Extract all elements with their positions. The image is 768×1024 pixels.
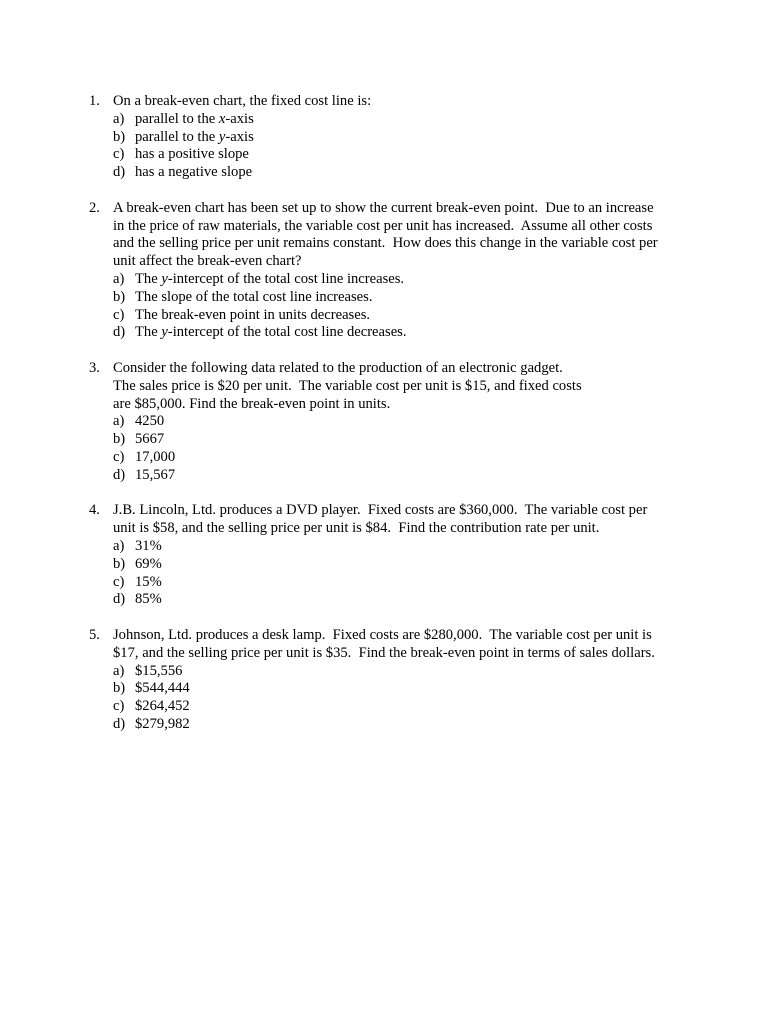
answer-choice (113, 574, 679, 592)
choice-text (135, 680, 190, 698)
choice-text-end: -axis (225, 110, 254, 127)
answer-choice (113, 680, 679, 698)
choice-text (135, 467, 175, 485)
question-number: 5. (89, 626, 100, 643)
choice-text-start: The break-even point in units decreases. (135, 306, 371, 323)
choice-letter: b) (113, 288, 126, 305)
choice-text (135, 431, 164, 449)
question-item (89, 360, 689, 485)
choice-letter: a) (113, 110, 125, 127)
answer-choice (113, 449, 679, 467)
choice-text (135, 164, 252, 182)
answer-choice (113, 556, 679, 574)
choice-variable: y (218, 128, 226, 145)
question-text-line: are $85,000. Find the break-even point in units. (113, 395, 391, 412)
question-text-line: The sales price is $20 per unit. The variable cost per unit is $15, and fixed costs (113, 377, 582, 394)
answer-choice (113, 307, 679, 325)
choice-letter: c) (113, 306, 125, 323)
choice-text-start: The (135, 270, 162, 287)
answer-choice (113, 591, 679, 609)
question-body (113, 200, 679, 342)
choice-text-start: 85% (135, 591, 162, 608)
choice-text-start: $15,556 (135, 662, 183, 679)
choice-letter: d) (113, 324, 126, 341)
choice-text-start: 15% (135, 573, 162, 590)
choice-text-start: 4250 (135, 413, 165, 430)
choice-text (135, 307, 370, 325)
choice-letter: b) (113, 555, 126, 572)
choice-text-start: has a positive slope (135, 146, 249, 163)
choice-text (135, 324, 407, 342)
question-spacer (89, 609, 689, 627)
choice-text (135, 271, 404, 289)
choice-letter: c) (113, 573, 125, 590)
answer-choice (113, 698, 679, 716)
question-text-line: Consider the following data related to the production of an electronic gadget. (113, 359, 563, 376)
question-text-line: unit affect the break-even chart? (113, 253, 302, 270)
choice-variable: y (161, 324, 168, 341)
question-text-line: in the price of raw materials, the variable cost per unit has increased. Assume all other costs (113, 217, 653, 234)
choice-letter: d) (113, 715, 126, 732)
choice-letter: a) (113, 662, 125, 679)
choice-text-start: The slope of the total cost line increases. (135, 288, 373, 305)
answer-choice (113, 716, 679, 734)
choice-text-start: has a negative slope (135, 164, 253, 181)
choice-letter: d) (113, 164, 126, 181)
choice-text (135, 591, 162, 609)
choice-letter: a) (113, 270, 125, 287)
choice-text-end: -intercept of the total cost line decreases. (167, 324, 407, 341)
choice-text (135, 574, 162, 592)
choice-letter: c) (113, 448, 125, 465)
answer-choice (113, 289, 679, 307)
question-text-line: unit is $58, and the selling price per unit is $84. Find the contribution rate per unit. (113, 520, 600, 537)
question-item (89, 93, 689, 182)
choice-text-start: $544,444 (135, 680, 190, 697)
choice-letter: b) (113, 680, 126, 697)
choice-text (135, 146, 249, 164)
choice-text-end: -intercept of the total cost line increases. (167, 270, 405, 287)
question-spacer (89, 182, 689, 200)
choice-letter: c) (113, 698, 125, 715)
question-item (89, 627, 689, 734)
answer-choice (113, 663, 679, 681)
choice-text-start: 17,000 (135, 448, 176, 465)
choice-text-start: $264,452 (135, 698, 190, 715)
question-text-line: and the selling price per unit remains constant. How does this change in the variable cost per (113, 235, 658, 252)
choice-text (135, 538, 162, 556)
choice-text (135, 716, 190, 734)
choice-letter: b) (113, 128, 126, 145)
question-text-line: Johnson, Ltd. produces a desk lamp. Fixed costs are $280,000. The variable cost per unit is (113, 626, 652, 643)
choice-text-end: -axis (225, 128, 254, 145)
answer-choice (113, 413, 679, 431)
choice-letter: a) (113, 413, 125, 430)
choice-letter: c) (113, 146, 125, 163)
choice-text-start: 69% (135, 555, 162, 572)
choice-text-start: 5667 (135, 431, 165, 448)
choice-text (135, 449, 175, 467)
question-number: 2. (89, 199, 100, 216)
question-body (113, 627, 679, 734)
choice-text (135, 289, 372, 307)
question-number: 1. (89, 93, 100, 109)
answer-choice (113, 164, 679, 182)
question-number: 4. (89, 502, 100, 519)
choice-letter: d) (113, 466, 126, 483)
choice-text (135, 413, 164, 431)
choice-variable: x (218, 110, 226, 127)
answer-choice (113, 111, 679, 129)
answer-choice (113, 467, 679, 485)
answer-choice (113, 146, 679, 164)
choice-letter: b) (113, 431, 126, 448)
choice-text-start: 15,567 (135, 466, 176, 483)
choice-variable: y (161, 270, 168, 287)
choice-text-start: The (135, 324, 162, 341)
choice-text (135, 111, 254, 129)
question-list (89, 93, 689, 734)
choice-text (135, 698, 190, 716)
answer-choice (113, 271, 679, 289)
question-item (89, 200, 689, 342)
choice-text-start: $279,982 (135, 715, 190, 732)
choice-letter: a) (113, 537, 125, 554)
question-text-line: J.B. Lincoln, Ltd. produces a DVD player. Fixed costs are $360,000. The variable cost per (113, 502, 648, 519)
question-text-line: $17, and the selling price per unit is $35. Find the break-even point in terms of sales dollars. (113, 644, 655, 661)
question-body (113, 93, 679, 182)
question-text-line: On a break-even chart, the fixed cost line is: (113, 93, 372, 109)
question-item (89, 502, 689, 609)
answer-choice (113, 324, 679, 342)
choice-text (135, 556, 162, 574)
choice-text (135, 663, 182, 681)
question-spacer (89, 485, 689, 503)
answer-choice (113, 129, 679, 147)
choice-text-start: 31% (135, 537, 162, 554)
choice-text-start: parallel to the (135, 110, 219, 127)
answer-choice (113, 538, 679, 556)
choice-text (135, 129, 254, 147)
question-number: 3. (89, 359, 100, 376)
question-text-line: A break-even chart has been set up to show the current break-even point. Due to an increase (113, 199, 654, 216)
answer-choice (113, 431, 679, 449)
question-body (113, 360, 679, 485)
choice-text-start: parallel to the (135, 128, 219, 145)
question-body (113, 502, 679, 609)
question-spacer (89, 342, 689, 360)
choice-letter: d) (113, 591, 126, 608)
